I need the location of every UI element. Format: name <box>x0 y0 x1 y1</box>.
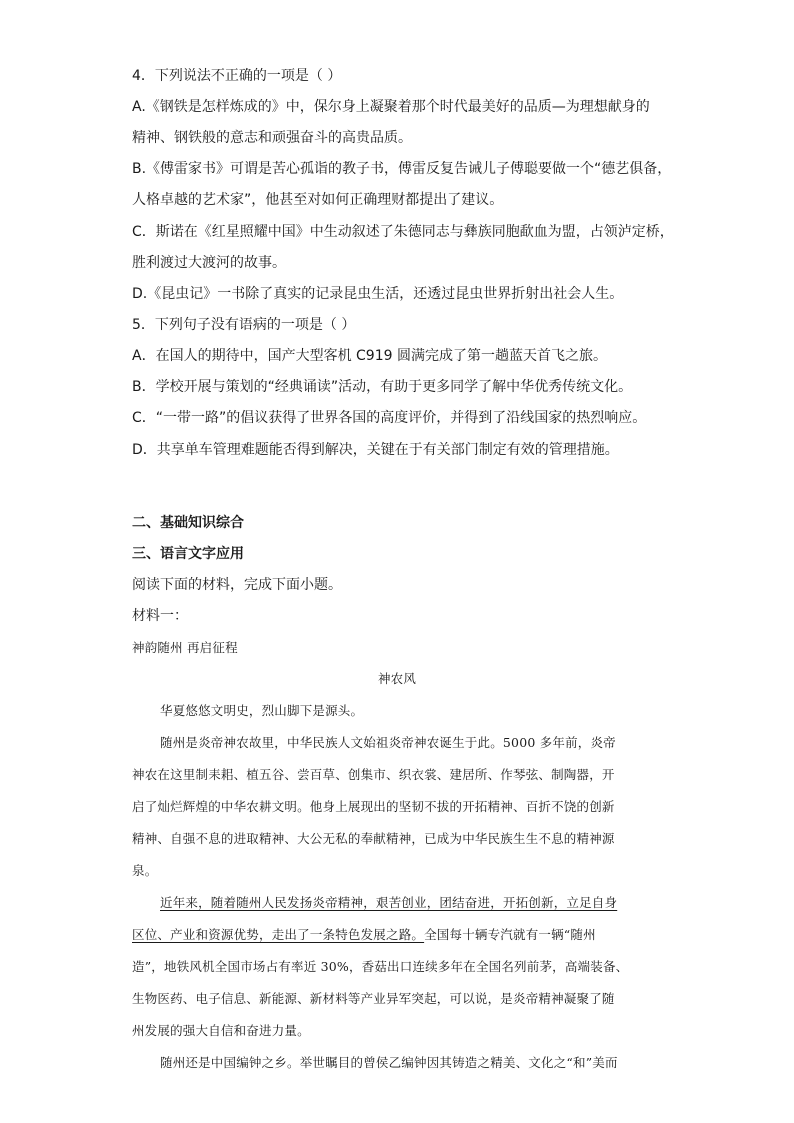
question-4-option-b-cont: 人格卓越的艺术家”，他甚至对如何正确理财都提出了建议。 <box>132 192 504 208</box>
material-label: 材料一： <box>132 608 188 624</box>
question-5-option-b: B．学校开展与策划的“经典诵读”活动，有助于更多同学了解中华优秀传统文化。 <box>132 379 633 395</box>
article-paragraph-2-line-1: 随州是炎帝神农故里，中华民族人文始祖炎帝神农诞生于此。5000 多年前，炎帝 <box>160 735 616 750</box>
article-subtitle: 神农风 <box>377 671 417 686</box>
question-4-stem: 4．下列说法不正确的一项是（ ） <box>132 68 342 84</box>
question-4-option-d: D.《昆虫记》一书除了真实的记录昆虫生活，还透过昆虫世界折射出社会人生。 <box>132 286 624 302</box>
reading-instruction: 阅读下面的材料，完成下面小题。 <box>132 577 342 593</box>
question-5-option-d: D．共享单车管理难题能否得到解决，关键在于有关部门制定有效的管理措施。 <box>132 442 619 458</box>
article-paragraph-3-line-5: 州发展的强大自信和奋进力量。 <box>132 1023 310 1038</box>
question-4-option-a: A.《钢铁是怎样炼成的》中，保尔身上凝聚着那个时代最美好的品质—为理想献身的 <box>132 99 650 115</box>
section-heading-2: 二、基础知识综合 <box>132 515 244 531</box>
underlined-sentence: 区位、产业和资源优势，走出了一条特色发展之路。 <box>132 927 425 942</box>
question-5-option-a: A．在国人的期待中，国产大型客机 C919 圆满完成了第一趟蓝天首飞之旅。 <box>132 348 607 364</box>
article-text: 全国每十辆专汽就有一辆“随州 <box>424 927 596 942</box>
article-paragraph-2-line-3: 启了灿烂辉煌的中华农耕文明。他身上展现出的坚韧不拔的开拓精神、百折不饶的创新 <box>132 799 615 814</box>
article-paragraph-3-line-1: 近年来，随着随州人民发扬炎帝精神，艰苦创业，团结奋进，开拓创新，立足自身 <box>160 895 618 910</box>
article-heading: 神韵随州 再启征程 <box>132 640 238 655</box>
question-4-option-a-cont: 精神、钢铁般的意志和顽强奋斗的高贵品质。 <box>132 130 412 146</box>
question-4-option-c-cont: 胜利渡过大渡河的故事。 <box>132 255 286 271</box>
article-paragraph-2-line-2: 神农在这里制耒耜、植五谷、尝百草、创集市、织衣裳、建居所、作琴弦、制陶器，开 <box>132 767 615 782</box>
article-paragraph-3-line-2 <box>132 925 596 945</box>
question-5-stem: 5．下列句子没有语病的一项是（ ） <box>132 317 356 333</box>
article-paragraph-3-line-3: 造”，地铁风机全国市场占有率近 30%，香菇出口连续多年在全国名列前茅，高端装备、 <box>132 959 629 974</box>
article-paragraph-2-line-4: 精神、自强不息的进取精神、大公无私的奉献精神，已成为中华民族生生不息的精神源 <box>132 831 615 846</box>
section-heading-3: 三、语言文字应用 <box>132 546 244 562</box>
article-paragraph-4-line-1: 随州还是中国编钟之乡。举世瞩目的曾侯乙编钟因其铸造之精美、文化之“和”美而 <box>160 1055 618 1070</box>
article-paragraph-1: 华夏悠悠文明史，烈山脚下是源头。 <box>160 703 364 718</box>
question-5-option-c: C．“一带一路”的倡议获得了世界各国的高度评价，并得到了沿线国家的热烈响应。 <box>132 410 647 426</box>
question-4-option-b: B.《傅雷家书》可谓是苦心孤诣的教子书，傅雷反复告诫儿子傅聪要做一个“德艺俱备， <box>132 161 672 177</box>
question-4-option-c: C．斯诺在《红星照耀中国》中生动叙述了朱德同志与彝族同胞歃血为盟，占领泸定桥， <box>132 224 674 240</box>
article-paragraph-2-line-5: 泉。 <box>132 863 158 878</box>
article-paragraph-3-line-4: 生物医药、电子信息、新能源、新材料等产业异军突起，可以说，是炎帝精神凝聚了随 <box>132 991 615 1006</box>
